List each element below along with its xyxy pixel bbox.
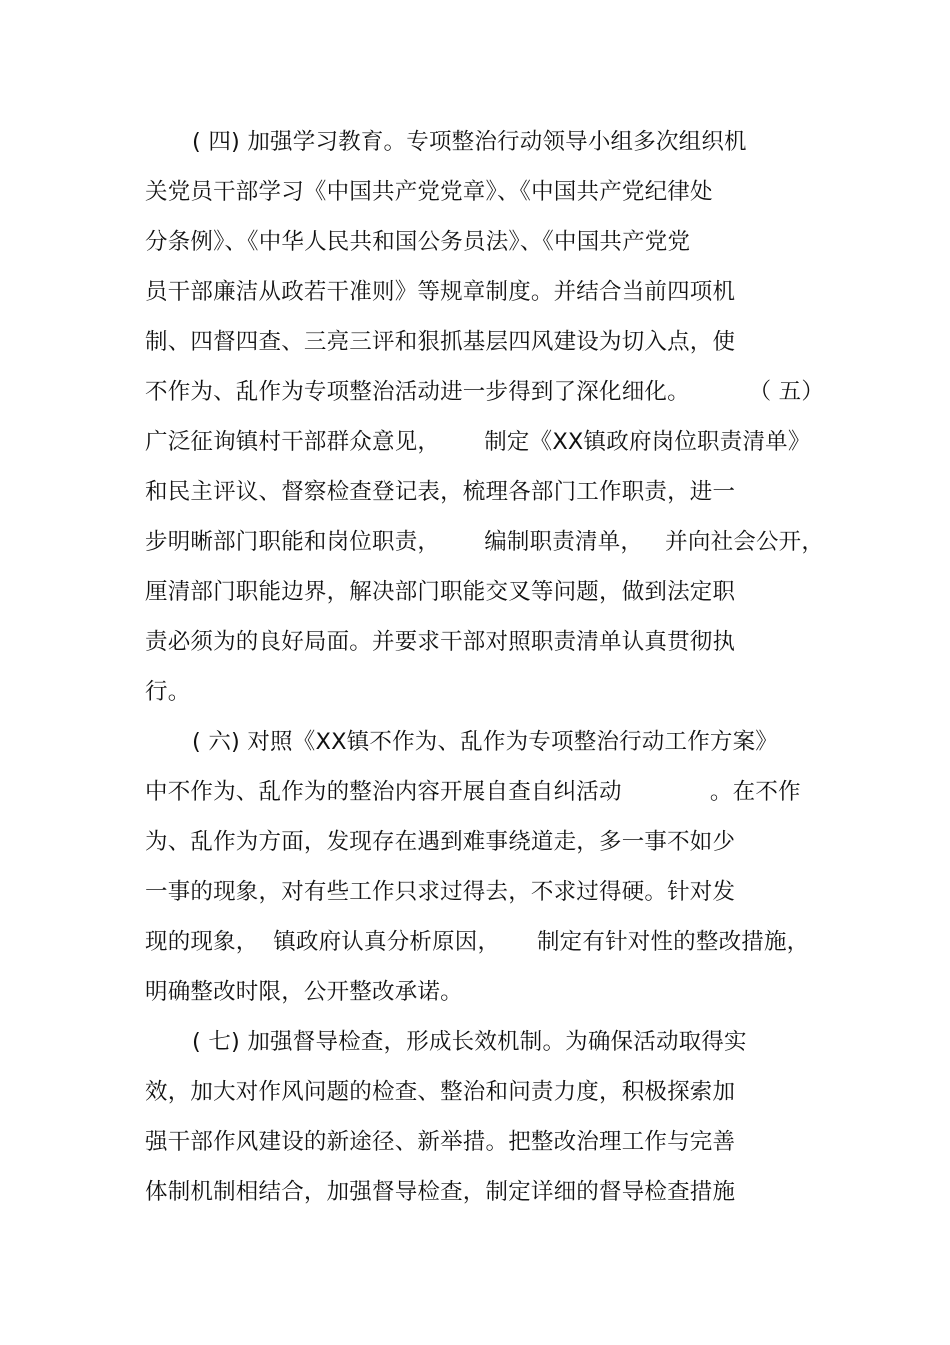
paragraph-4-line-5: 制、四督四查、三亮三评和狠抓基层四风建设为切入点，使: [145, 329, 736, 355]
paragraph-5-line-3: 步明晰部门职能和岗位职责， 编制职责清单， 并向社会公开，: [145, 529, 825, 555]
paragraph-5-line-4: 厘清部门职能边界，解决部门职能交叉等问题，做到法定职: [145, 579, 736, 605]
paragraph-6-line-5: 现的现象， 镇政府认真分析原因， 制定有针对性的整改措施，: [145, 929, 810, 955]
paragraph-7-line-1: ( 七) 加强督导检查，形成长效机制。为确保活动取得实: [192, 1029, 747, 1055]
paragraph-4-line-2: 关党员干部学习《中国共产党党章》、《中国共产党纪律处: [145, 179, 713, 205]
paragraph-5-line-6: 行。: [145, 679, 191, 705]
paragraph-7-line-3: 强干部作风建设的新途径、新举措。把整改治理工作与完善: [145, 1129, 736, 1155]
paragraph-6-line-4: 一事的现象，对有些工作只求过得去，不求过得硬。针对发: [145, 879, 736, 905]
paragraph-4-line-6: 不作为、乱作为专项整治活动进一步得到了深化细化。 （ 五）: [145, 379, 825, 405]
paragraph-6-line-3: 为、乱作为方面，发现存在遇到难事绕道走，多一事不如少: [145, 829, 736, 855]
paragraph-6-line-1: ( 六) 对照《XX镇不作为、乱作为专项整治行动工作方案》: [192, 729, 778, 755]
paragraph-5-line-1: 广泛征询镇村干部群众意见， 制定《XX镇政府岗位职责清单》: [145, 429, 811, 455]
paragraph-6-line-2: 中不作为、乱作为的整治内容开展自查自纠活动 。在不作: [145, 779, 801, 805]
paragraph-4-line-4: 员干部廉洁从政若干准则》等规章制度。并结合当前四项机: [145, 279, 736, 305]
paragraph-4-line-3: 分条例》、《中华人民共和国公务员法》、《中国共产党党: [145, 229, 691, 255]
paragraph-4-line-1: ( 四) 加强学习教育。专项整治行动领导小组多次组织机: [192, 129, 747, 155]
paragraph-5-line-5: 责必须为的良好局面。并要求干部对照职责清单认真贯彻执: [145, 629, 736, 655]
paragraph-7-line-2: 效，加大对作风问题的检查、整治和问责力度，积极探索加: [145, 1079, 736, 1105]
paragraph-7-line-4: 体制机制相结合，加强督导检查，制定详细的督导检查措施: [145, 1179, 736, 1205]
paragraph-5-line-2: 和民主评议、督察检查登记表，梳理各部门工作职责，进一: [145, 479, 736, 505]
paragraph-6-line-6: 明确整改时限，公开整改承诺。: [145, 979, 463, 1005]
